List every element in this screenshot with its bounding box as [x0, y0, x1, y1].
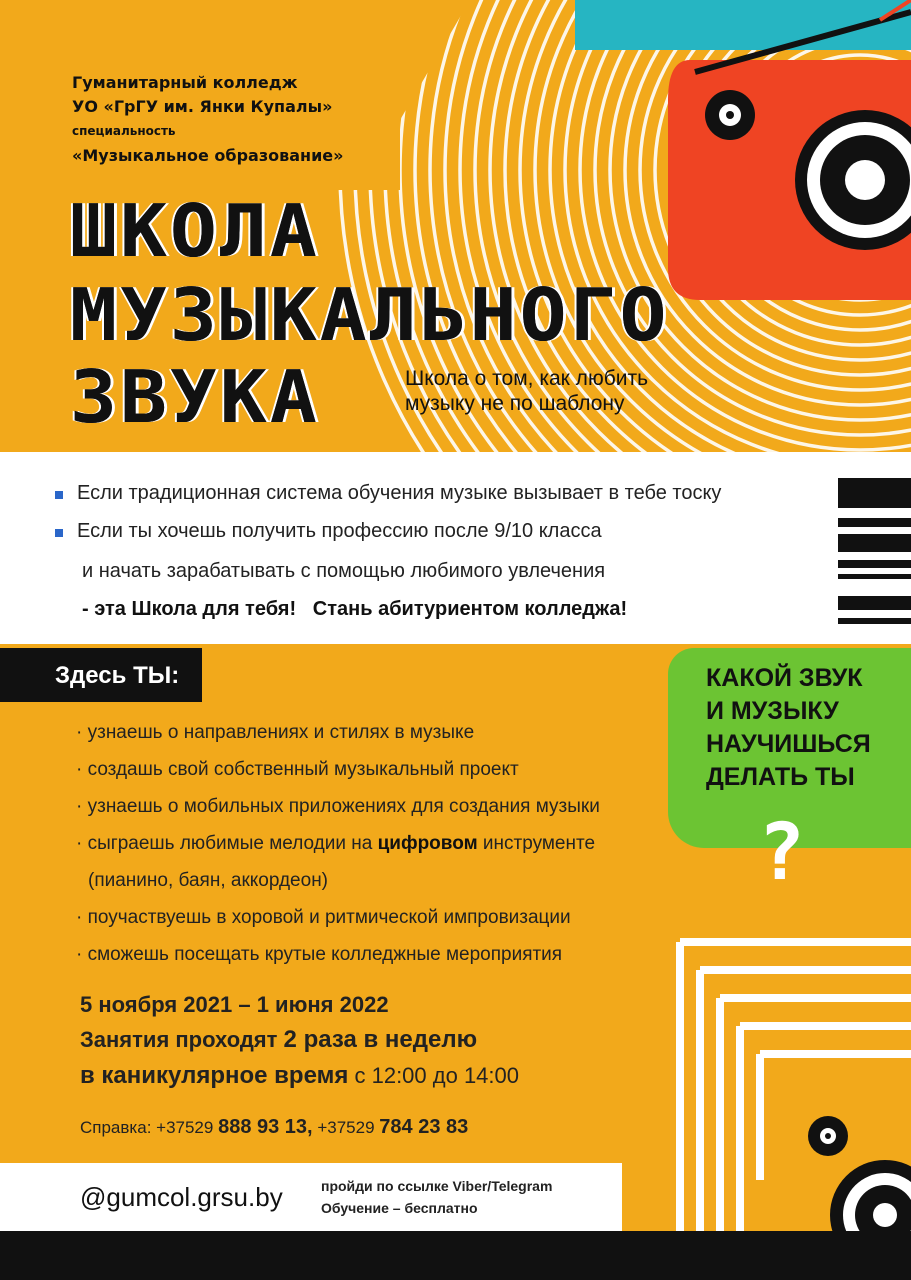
subtitle-line1: Школа о том, как любить [405, 367, 649, 390]
list-item: (пианино, баян, аккордеон) [88, 870, 329, 891]
intro-bullet-2-text: Если ты хочешь получить профессию после 9/10 класса [77, 520, 602, 542]
title-line3: ЗВУКА [70, 356, 320, 440]
list-item: · узнаешь о мобильных приложениях для создания музыки [76, 796, 600, 817]
list-item: · создашь свой собственный музыкальный проект [76, 759, 519, 780]
viber-note: пройди по ссылке Viber/Telegram [321, 1178, 553, 1194]
here-you-label: Здесь ТЫ: [0, 648, 202, 702]
list-item-text: инструменте [482, 833, 596, 854]
question-mark: ? [758, 808, 805, 898]
institution-line2: УО «ГрГУ им. Янки Купалы» [72, 97, 333, 116]
question-line3: НАУЧИШЬСЯ [706, 730, 871, 758]
institution-line4: «Музыкальное образование» [72, 146, 344, 165]
free-note: Обучение – бесплатно [321, 1200, 478, 1216]
schedule-time-bold: в каникулярное время [80, 1062, 349, 1089]
schedule-frequency [80, 1026, 477, 1054]
question-line2: И МУЗЫКУ [706, 697, 839, 725]
schedule-time [80, 1062, 519, 1090]
question-line1: КАКОЙ ЗВУК [706, 664, 863, 692]
list-item: · поучаствуешь в хоровой и ритмической импровизации [76, 907, 571, 928]
contact-label: Справка: +37529 [80, 1118, 214, 1137]
lines-decoration [660, 930, 911, 1231]
contact-mid: +37529 [317, 1118, 375, 1137]
title-line2: МУЗЫКАЛЬНОГО [70, 274, 670, 358]
list-item [76, 833, 595, 855]
subtitle [405, 366, 648, 416]
list-item: · узнаешь о направлениях и стилях в музыке [76, 722, 475, 743]
title-line1: ШКОЛА [70, 190, 320, 274]
contact-phone-1[interactable]: 888 93 13, [218, 1116, 313, 1138]
list-item-bold: цифровом [377, 833, 478, 854]
intro-bullet-2 [55, 520, 602, 543]
institution-line3: специальность [72, 124, 176, 138]
list-item: · сможешь посещать крутые колледжные мероприятия [76, 944, 563, 965]
schedule-dates: 5 ноября 2021 – 1 июня 2022 [80, 992, 389, 1017]
list-item-text: · сыграешь любимые мелодии на [76, 833, 373, 854]
institution-line1: Гуманитарный колледж [72, 73, 298, 92]
contact-phones [80, 1116, 468, 1139]
intro-bullet-1 [55, 482, 721, 505]
intro-bullet-1-text: Если традиционная система обучения музыке вызывает в тебе тоску [77, 482, 722, 504]
schedule-frequency-prefix: Занятия проходят [80, 1027, 278, 1052]
question-line4: ДЕЛАТЬ ТЫ [706, 763, 855, 791]
intro-bullet-2-cont: и начать зарабатывать с помощью любимого увлечения [82, 560, 606, 582]
schedule-time-rest: с 12:00 до 14:00 [354, 1063, 520, 1088]
intro-punchline: - эта Школа для тебя! Стань абитуриентом колледжа! [82, 598, 628, 620]
instagram-handle[interactable]: @gumcol.grsu.by [80, 1182, 283, 1212]
footer-bar [0, 1231, 911, 1280]
subtitle-line2: музыку не по шаблону [405, 392, 625, 415]
contact-phone-2[interactable]: 784 23 83 [379, 1116, 469, 1138]
schedule-frequency-bold: 2 раза в неделю [283, 1026, 478, 1053]
